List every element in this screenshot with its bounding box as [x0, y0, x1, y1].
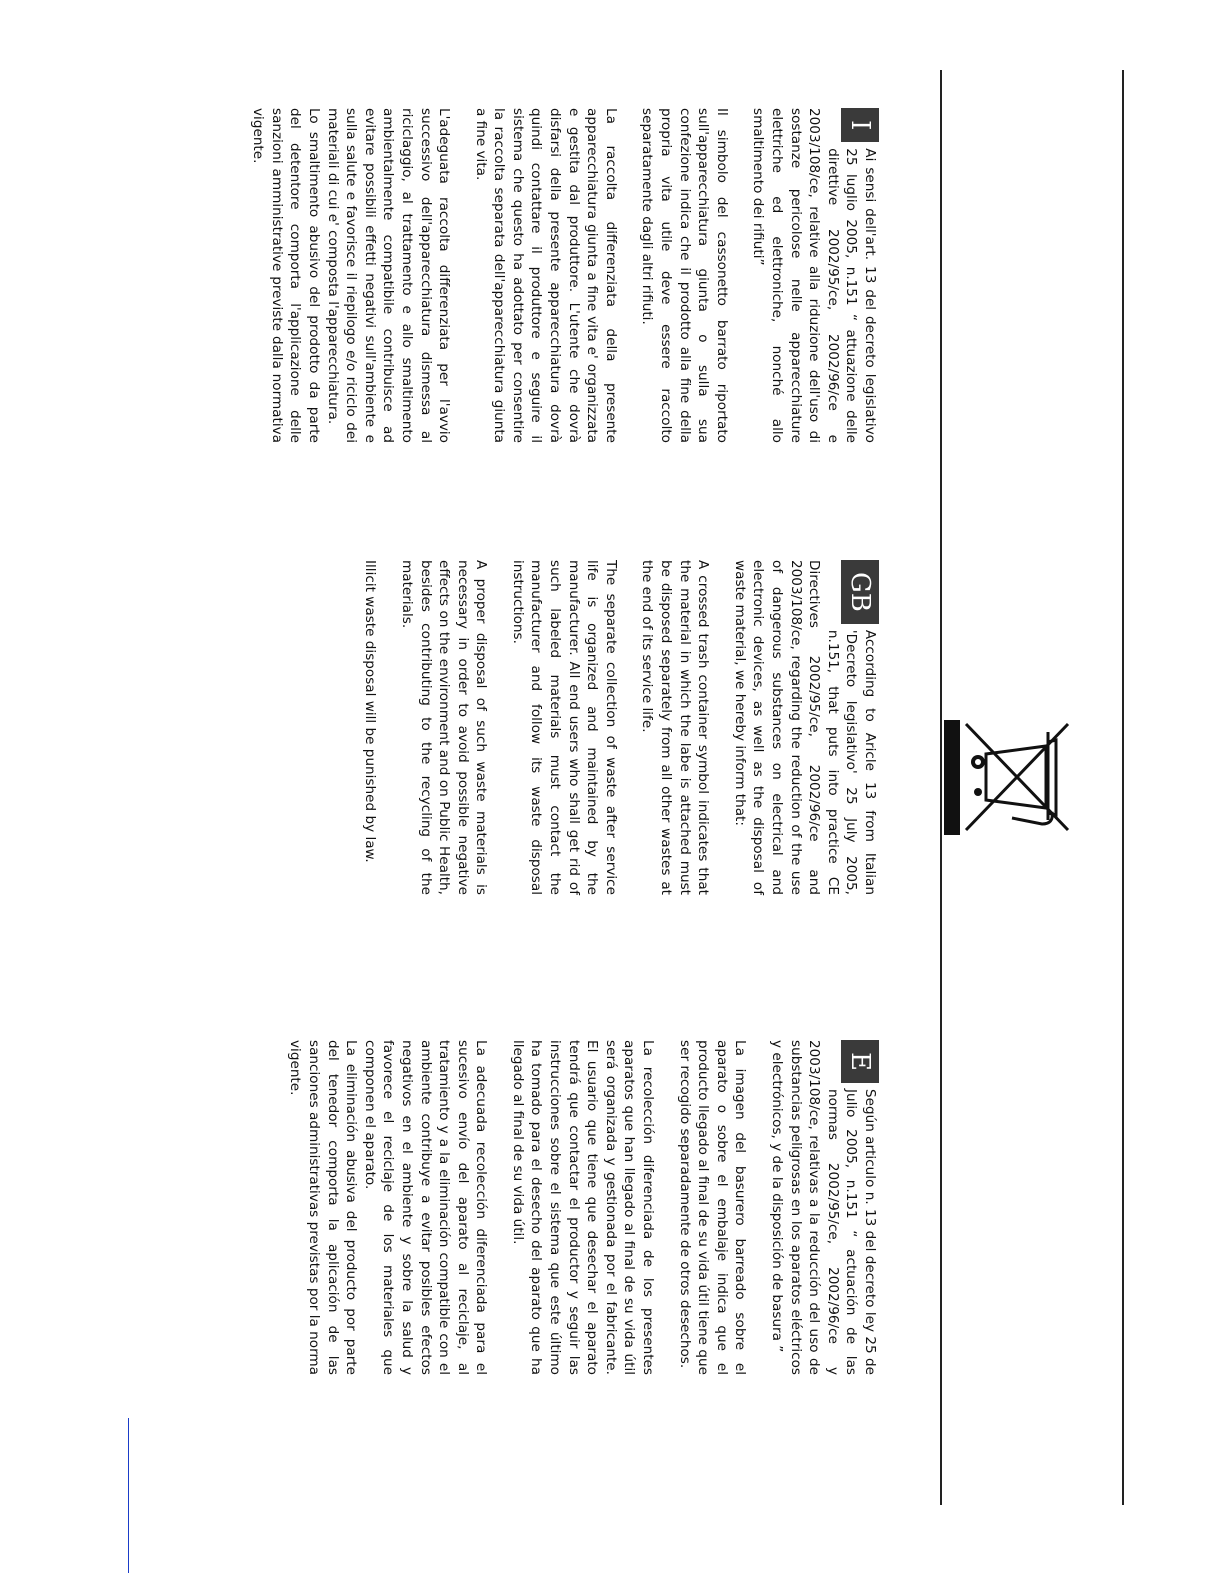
language-badge-english: GB	[841, 560, 879, 624]
section-english-intro	[730, 560, 879, 895]
paragraph: A crossed trash container symbol indicates that the material in which the labe is attached must be disposed separately from all other wastes at the end of its service life.	[639, 560, 712, 895]
paragraph: According to Aricle 13 from Italian 'Decreto legislativo' 25 July 2005, n.151, that puts into practice CE Directives 2002/95/ce, 2002/96/ce and 2003/108/ce, regarding the reduction of the use of dangerous substances on electrical and electronic devices, as well as the disposal of waste material, we hereby inform that:	[731, 560, 878, 895]
paragraph: Il simbolo del cassonetto barrato riportato sull'apparecchiatura giunta o sulla sua confezione indica che il prodotto alla fine della propria vita utile deve essere raccolto separatamente dagli altri rifiuti.	[639, 108, 730, 443]
paragraph: La imagen del basurero barreado sobre el aparato o sobre el embalaje indica que el producto llegado al final de su vida útil tiene que ser recogido separadamente de otros desechos.	[676, 1040, 749, 1375]
language-badge-italian: I	[841, 108, 879, 142]
section-spanish-intro	[767, 1040, 879, 1375]
paragraph: La eliminación abusiva del producto por parte del tenedor comporta la aplicación de las sanciones administrativas previstas por la norma vigente.	[287, 1040, 360, 1375]
bottom-rule	[940, 70, 942, 1505]
section-italian-intro	[749, 108, 879, 443]
paragraph: Según articulo n. 13 del decreto ley 25 de Julio 2005, n.151 “ actuación de las normas 2002/95/ce, 2002/96/ce y 2003/108/ce, relativas a la reducción del uso de substancias peligrosas en los aparatos eléctricos y electrónicos, y de la disposición de basura ”	[769, 1040, 878, 1375]
paragraph: Ai sensi dell'art. 13 del decreto legislativo 25 luglio 2005, n.151 “ attuazione delle direttive 2002/95/ce, 2002/96/ce e 2003/108/ce, relative alla riduzione dell'uso di sostanze pericolose nelle apparecchiature elettriche ed elettroniche, nonché allo smaltimento dei rifiuti”	[750, 108, 878, 443]
section-italian	[231, 108, 879, 443]
footer-link-underline	[128, 1418, 129, 1573]
section-english	[343, 560, 879, 895]
paragraph: Illicit waste disposal will be punished by law.	[362, 560, 379, 863]
section-spanish	[268, 1040, 879, 1375]
language-badge-spanish: E	[841, 1040, 879, 1083]
paragraph: Lo smaltimento abusivo del prodotto da parte del detentore comporta l'applicazione delle sanzioni amministrative previste dalla normativa vigente.	[250, 108, 322, 443]
paragraph: La raccolta differenziata della presente apparecchiatura giunta a fine vita e' organizzata e gestita dal produttore. L'utente che dovrà disfarsi della presente apparecchiatura dovrà quindi contattare il produttore e seguire il sistema che questo ha adottato per consentire la raccolta separata dell'apparecchiatura giunta a fine vita.	[472, 108, 619, 443]
paragraph: A proper disposal of such waste materials is necessary in order to avoid possible negative effects on the environment and on Public Health, besides contributing to the recycling of the materials.	[398, 560, 490, 895]
paragraph: La adecuada recolección diferenciada para el sucesivo envío del aparato al reciclaje, al tratamiento y a la eliminación compatible con el ambiente contribuye a evitar posibles efectos negativos en el ambiente y sobre la salud y favorece el reciclaje de los materiales que componen el aparato.	[361, 1040, 490, 1375]
paragraph: The separate collection of waste after service life is organized and maintained by the manufacturer. All end users who shall get rid of such labeled materials must contact the manufacturer and follow its waste disposal instructions.	[509, 560, 619, 895]
paragraph: La recolección diferenciada de los presentes aparatos que han llegado al final de su vida útil será organizada y gestionada por el fabricante. El usuario que tiene que desechar el aparato tendrá que contactar el productor y seguir las instrucciones sobre el sistema que este último ha tomado para el desecho del aparato que ha llegado al final de su vida útil.	[509, 1040, 657, 1375]
paragraph: L'adeguata raccolta differenziata per l'avvio successivo dell'apparecchiatura dismessa al riciclaggio, al trattamento e allo smaltimento ambientalmente compatibile contribuisce ad evitare possibili effetti negativi sull'ambiente e sulla salute e favorisce il riepilogo e/o riciclo dei materiali di cui e' composta l'apparecchiatura.	[324, 108, 453, 443]
top-rule	[1122, 70, 1124, 1505]
crossed-out-wheelie-bin-icon	[944, 720, 1074, 835]
